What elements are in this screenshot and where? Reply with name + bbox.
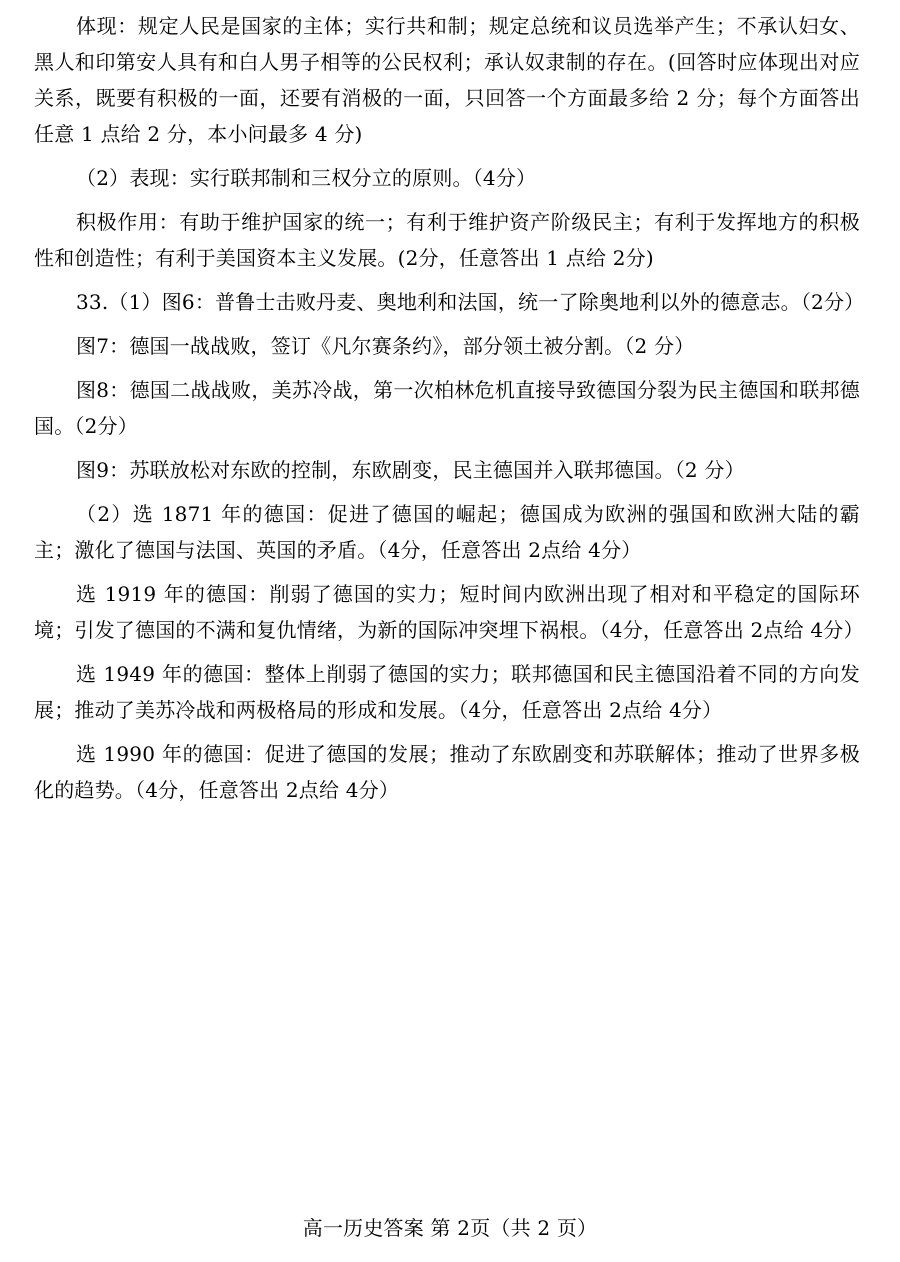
answer-paragraph-1871: （2）选 1871 年的德国：促进了德国的崛起；德国成为欧洲的强国和欧洲大陆的霸主；激化了德国与法国、英国的矛盾。（4分，任意答出 2点给 4分） (34, 502, 860, 562)
answer-paragraph-tixian: 体现：规定人民是国家的主体；实行共和制；规定总统和议员选举产生；不承认妇女、黑人和印第安人具有和白人男子相等的公民权利；承认奴隶制的存在。(回答时应体现出对应关系，既要有积极的一面，还要有消极的一面，只回答一个方面最多给 2 分；每个方面答出任意 1 点给 2 分，本小问最多 4 分) (34, 14, 860, 146)
answer-paragraph-1949: 选 1949 年的德国：整体上削弱了德国的实力；联邦德国和民主德国沿着不同的方向发展；推动了美苏冷战和两极格局的形成和发展。（4分，任意答出 2点给 4分） (34, 662, 860, 722)
answer-paragraph-q33-fig6: 33.（1）图6：普鲁士击败丹麦、奥地利和法国，统一了除奥地利以外的德意志。（2分） (76, 290, 865, 314)
answer-paragraph-biaoxian: （2）表现：实行联邦制和三权分立的原则。（4分） (76, 166, 537, 190)
answer-paragraph-1990: 选 1990 年的德国：促进了德国的发展；推动了东欧剧变和苏联解体；推动了世界多极化的趋势。（4分，任意答出 2点给 4分） (34, 742, 860, 802)
answer-paragraph-fig8: 图8：德国二战战败，美苏冷战，第一次柏林危机直接导致德国分裂为民主德国和联邦德国。（2分） (34, 378, 860, 438)
answer-paragraph-fig7: 图7：德国一战战败，签订《凡尔赛条约》，部分领土被分割。（2 分） (76, 334, 695, 358)
answer-paragraph-fig9: 图9：苏联放松对东欧的控制，东欧剧变，民主德国并入联邦德国。（2 分） (76, 458, 745, 482)
answer-paragraph-1919: 选 1919 年的德国：削弱了德国的实力；短时间内欧洲出现了相对和平稳定的国际环境；引发了德国的不满和复仇情绪，为新的国际冲突埋下祸根。（4分，任意答出 2点给 4分） (34, 582, 864, 642)
answer-paragraph-jiji-zuoyong: 积极作用：有助于维护国家的统一；有利于维护资产阶级民主；有利于发挥地方的积极性和创造性；有利于美国资本主义发展。(2分，任意答出 1 点给 2分) (34, 210, 860, 270)
page-footer: 高一历史答案 第 2页（共 2 页） (302, 1216, 598, 1240)
